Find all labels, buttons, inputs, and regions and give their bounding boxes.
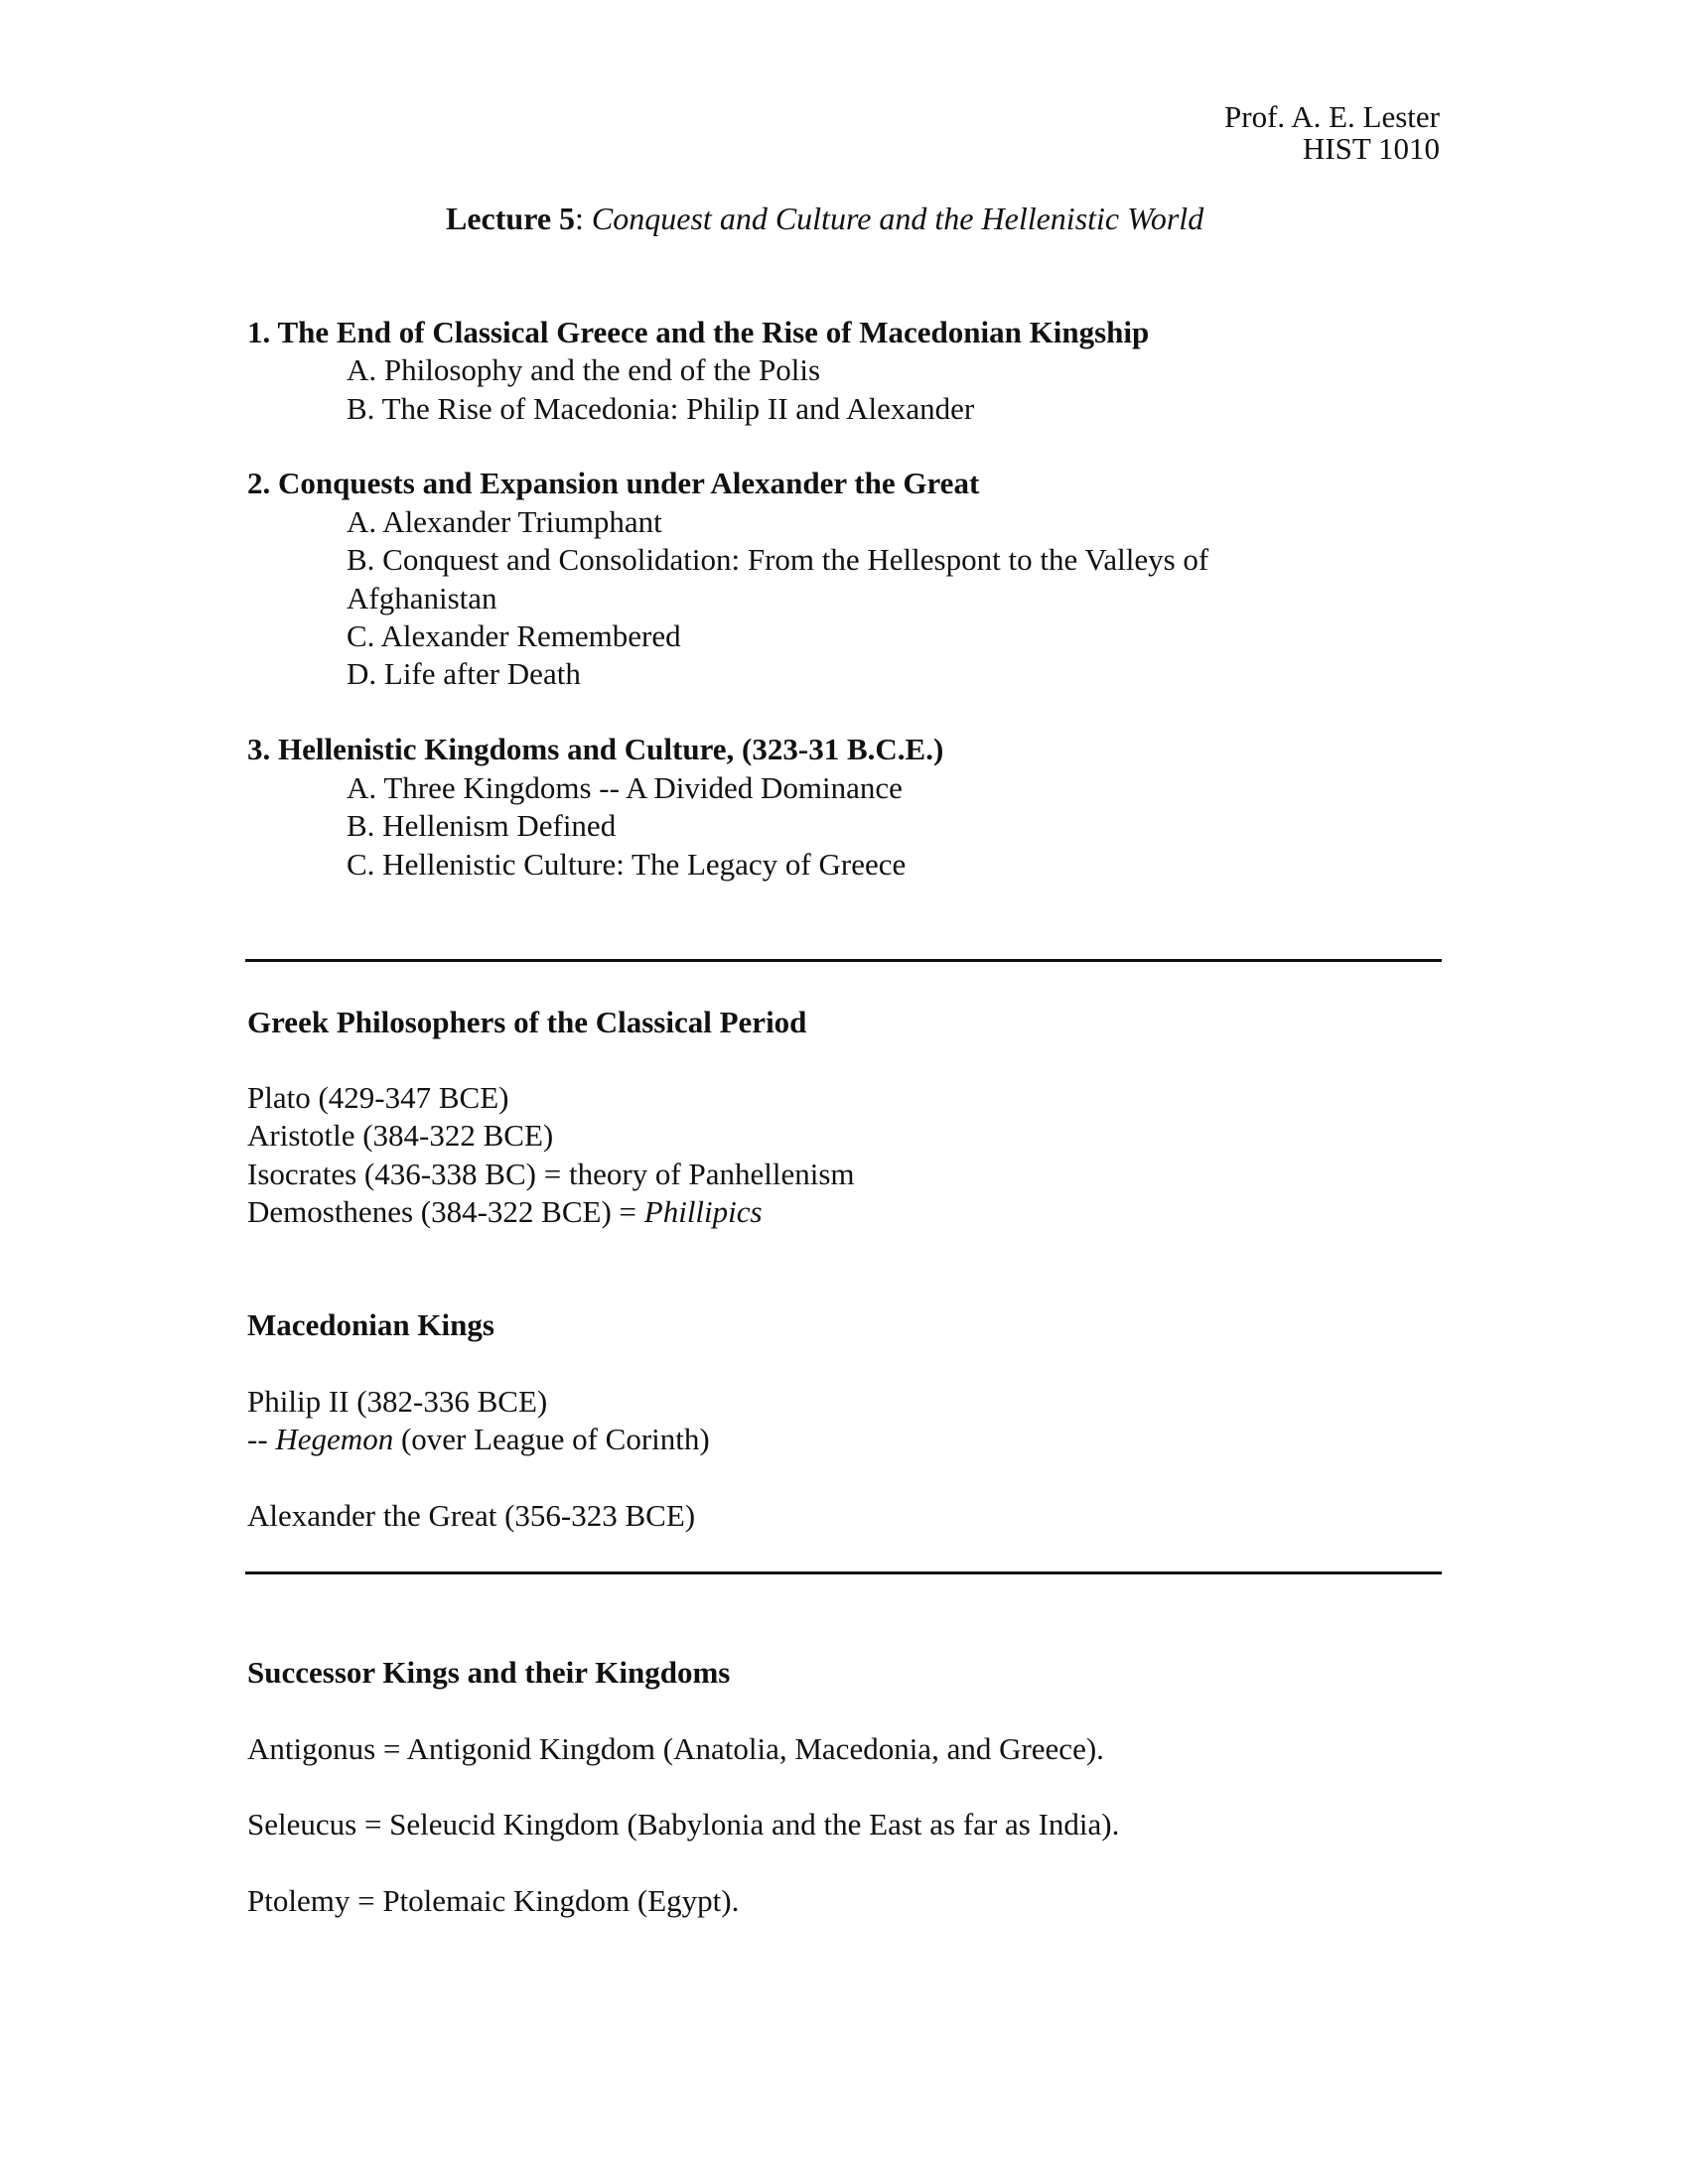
demosthenes-text: Demosthenes (384-322 BCE) = xyxy=(247,1194,644,1229)
outline-item: A. Alexander Triumphant xyxy=(347,504,662,539)
successor-ptolemy: Ptolemy = Ptolemaic Kingdom (Egypt). xyxy=(247,1883,740,1918)
successor-antigonus: Antigonus = Antigonid Kingdom (Anatolia, Macedonia, and Greece). xyxy=(247,1731,1104,1766)
outline-heading-3: 3. Hellenistic Kingdoms and Culture, (323-31 B.C.E.) xyxy=(247,732,944,766)
demosthenes-work: Phillipics xyxy=(643,1194,763,1229)
horizontal-rule xyxy=(245,1571,1442,1574)
author-line: Prof. A. E. Lester xyxy=(1224,99,1440,134)
outline-item-continuation: Afghanistan xyxy=(347,581,497,615)
outline-item: C. Alexander Remembered xyxy=(347,618,681,653)
lecture-label: Lecture 5 xyxy=(446,201,576,236)
king-philip: Philip II (382-336 BCE) xyxy=(247,1384,548,1419)
outline-item: D. Life after Death xyxy=(347,656,581,691)
hegemon-term: Hegemon xyxy=(275,1422,394,1456)
course-line: HIST 1010 xyxy=(1302,131,1440,166)
king-alexander: Alexander the Great (356-323 BCE) xyxy=(247,1498,696,1533)
outline-item: B. The Rise of Macedonia: Philip II and Alexander xyxy=(347,391,975,426)
page-title xyxy=(446,200,1203,237)
outline-item: A. Three Kingdoms -- A Divided Dominance xyxy=(347,770,903,805)
king-hegemon-note xyxy=(247,1421,710,1458)
philosopher-demosthenes xyxy=(247,1193,763,1231)
horizontal-rule xyxy=(245,959,1442,962)
hegemon-suffix: (over League of Corinth) xyxy=(393,1422,710,1456)
kings-heading: Macedonian Kings xyxy=(247,1307,494,1342)
successor-seleucus: Seleucus = Seleucid Kingdom (Babylonia and the East as far as India). xyxy=(247,1807,1120,1842)
outline-heading-1: 1. The End of Classical Greece and the Rise of Macedonian Kingship xyxy=(247,315,1150,349)
philosopher-plato: Plato (429-347 BCE) xyxy=(247,1080,509,1115)
outline-item: B. Conquest and Consolidation: From the Hellespont to the Valleys of xyxy=(347,542,1209,577)
outline-item: C. Hellenistic Culture: The Legacy of Greece xyxy=(347,847,907,882)
title-separator: : xyxy=(575,201,592,236)
successors-heading: Successor Kings and their Kingdoms xyxy=(247,1655,731,1690)
hegemon-prefix: -- xyxy=(247,1422,276,1456)
philosopher-isocrates: Isocrates (436-338 BC) = theory of Panhellenism xyxy=(247,1157,855,1191)
philosophers-heading: Greek Philosophers of the Classical Period xyxy=(247,1005,807,1039)
outline-heading-2: 2. Conquests and Expansion under Alexander the Great xyxy=(247,466,980,500)
outline-item: B. Hellenism Defined xyxy=(347,808,617,843)
outline-item: A. Philosophy and the end of the Polis xyxy=(347,352,821,387)
philosopher-aristotle: Aristotle (384-322 BCE) xyxy=(247,1118,554,1153)
lecture-subtitle: Conquest and Culture and the Hellenistic World xyxy=(591,201,1204,236)
